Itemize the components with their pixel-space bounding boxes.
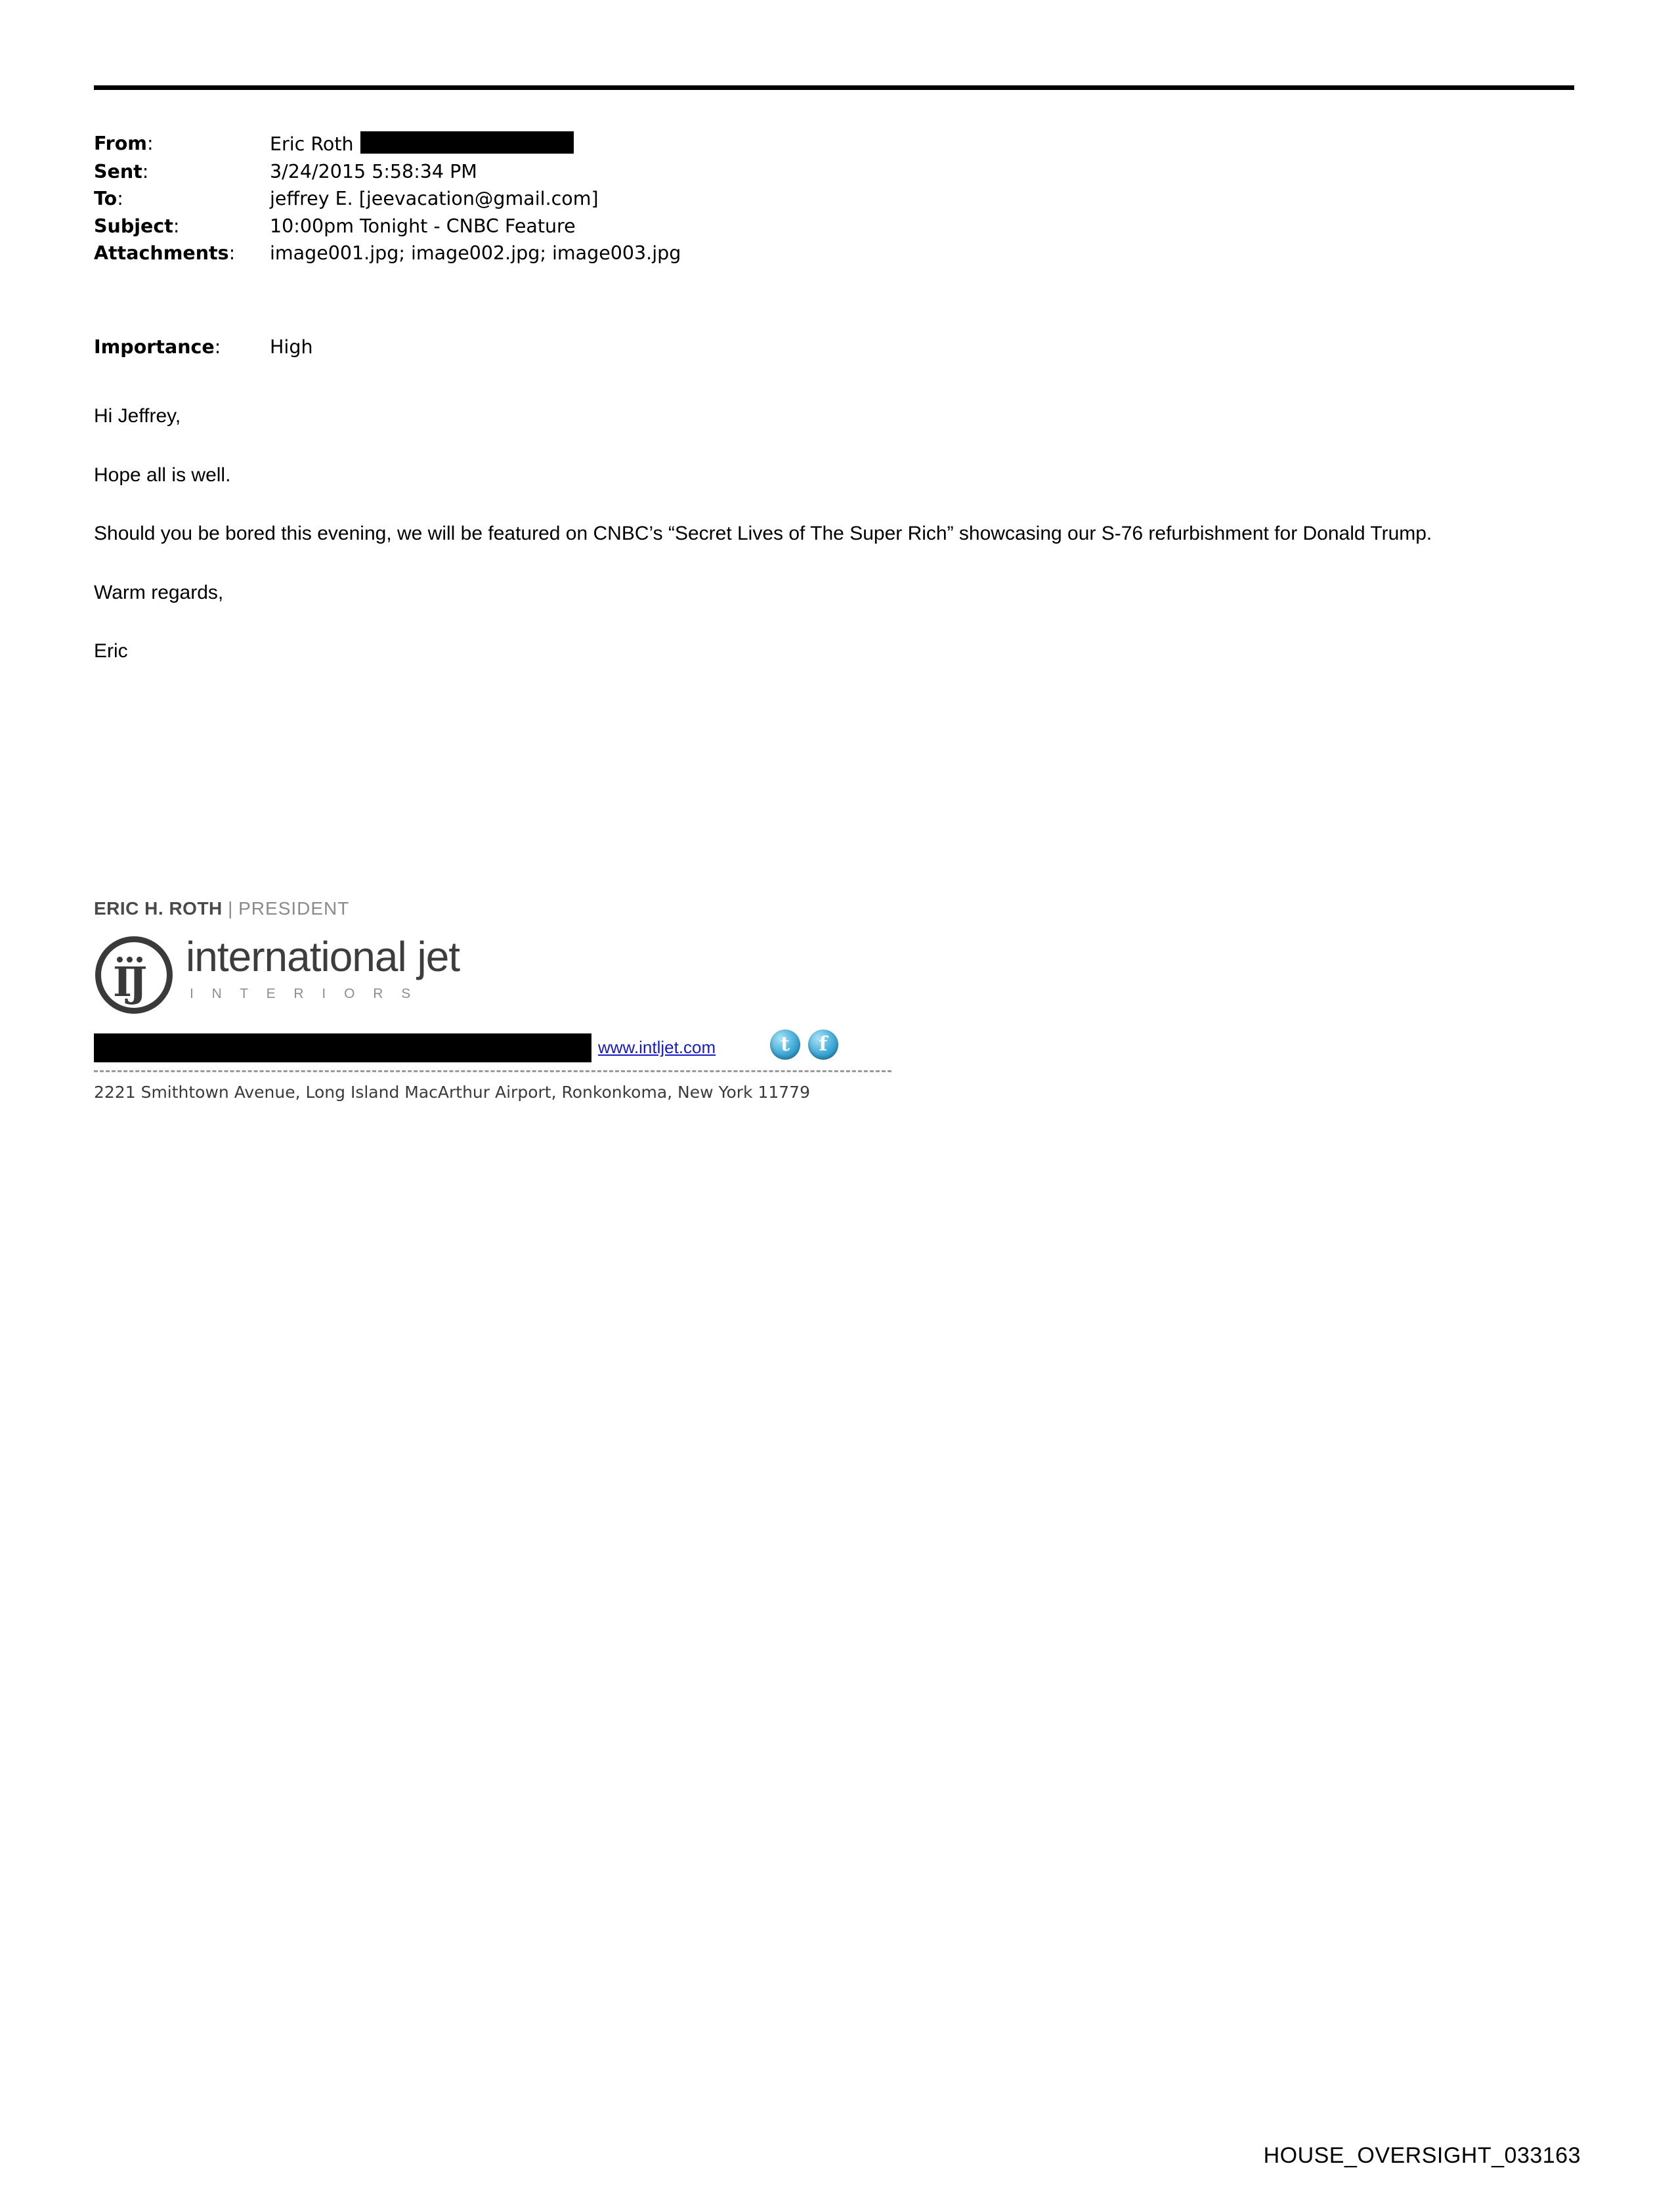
- header-label-importance: Importance:: [94, 336, 221, 358]
- header-label-attachments: Attachments:: [94, 242, 236, 265]
- signature-separator: |: [228, 898, 233, 919]
- facebook-icon[interactable]: f: [808, 1030, 838, 1060]
- body-closing: Warm regards,: [94, 581, 224, 603]
- signature-role: PRESIDENT: [238, 898, 350, 919]
- signature-contact-row: [94, 1033, 947, 1068]
- twitter-icon[interactable]: t: [770, 1030, 800, 1060]
- header-row-from: [94, 131, 1571, 157]
- header-label-to: To:: [94, 188, 123, 210]
- social-icons: [770, 1030, 838, 1060]
- redaction-bar-from: [360, 131, 574, 154]
- header-label-subject: Subject:: [94, 215, 180, 237]
- header-row-subject: [94, 214, 1571, 239]
- header-label-sent: Sent:: [94, 160, 149, 183]
- header-value-from: Eric Roth: [270, 131, 574, 157]
- redaction-bar-contact: [94, 1033, 591, 1062]
- header-row-sent: [94, 160, 1571, 184]
- header-rule: [94, 85, 1574, 90]
- header-row-to: [94, 186, 1571, 211]
- signature-address: 2221 Smithtown Avenue, Long Island MacArthur Airport, Ronkonkoma, New York 11779: [94, 1083, 810, 1102]
- header-value-sent: 3/24/2015 5:58:34 PM: [270, 160, 477, 183]
- logo-subtext: I N T E R I O R S: [190, 986, 418, 1001]
- body-paragraph-1: Hope all is well.: [94, 464, 231, 486]
- logo-wordmark: international jet: [186, 933, 460, 980]
- logo-monogram-letters: IJ: [113, 958, 144, 1006]
- email-body: [94, 402, 1571, 696]
- company-logo: [94, 930, 514, 1022]
- header-row-importance: [94, 336, 313, 358]
- header-value-subject: 10:00pm Tonight - CNBC Feature: [270, 215, 576, 237]
- email-signature-block: [94, 898, 1571, 1102]
- header-label-from: From:: [94, 133, 154, 154]
- email-header-block: [94, 131, 1571, 269]
- header-value-to: jeffrey E. [jeevacation@gmail.com]: [270, 188, 599, 210]
- body-paragraph-2: Should you be bored this evening, we will be featured on CNBC’s “Secret Lives of The Super Rich” showcasing our S-76 refurbishment for Donald Trump.: [94, 523, 1432, 544]
- bates-stamp: HOUSE_OVERSIGHT_033163: [1263, 2143, 1581, 2168]
- logo-monogram-icon: [95, 936, 173, 1014]
- body-greeting: Hi Jeffrey,: [94, 405, 181, 427]
- header-value-importance: High: [270, 336, 313, 358]
- signature-title-line: [94, 898, 1571, 919]
- signature-divider: [94, 1070, 891, 1072]
- signature-person-name: ERIC H. ROTH: [94, 898, 223, 919]
- website-link[interactable]: www.intljet.com: [598, 1037, 716, 1057]
- header-row-attachments: [94, 241, 1571, 266]
- body-signoff-name: Eric: [94, 640, 128, 662]
- header-value-attachments: image001.jpg; image002.jpg; image003.jpg: [270, 242, 681, 265]
